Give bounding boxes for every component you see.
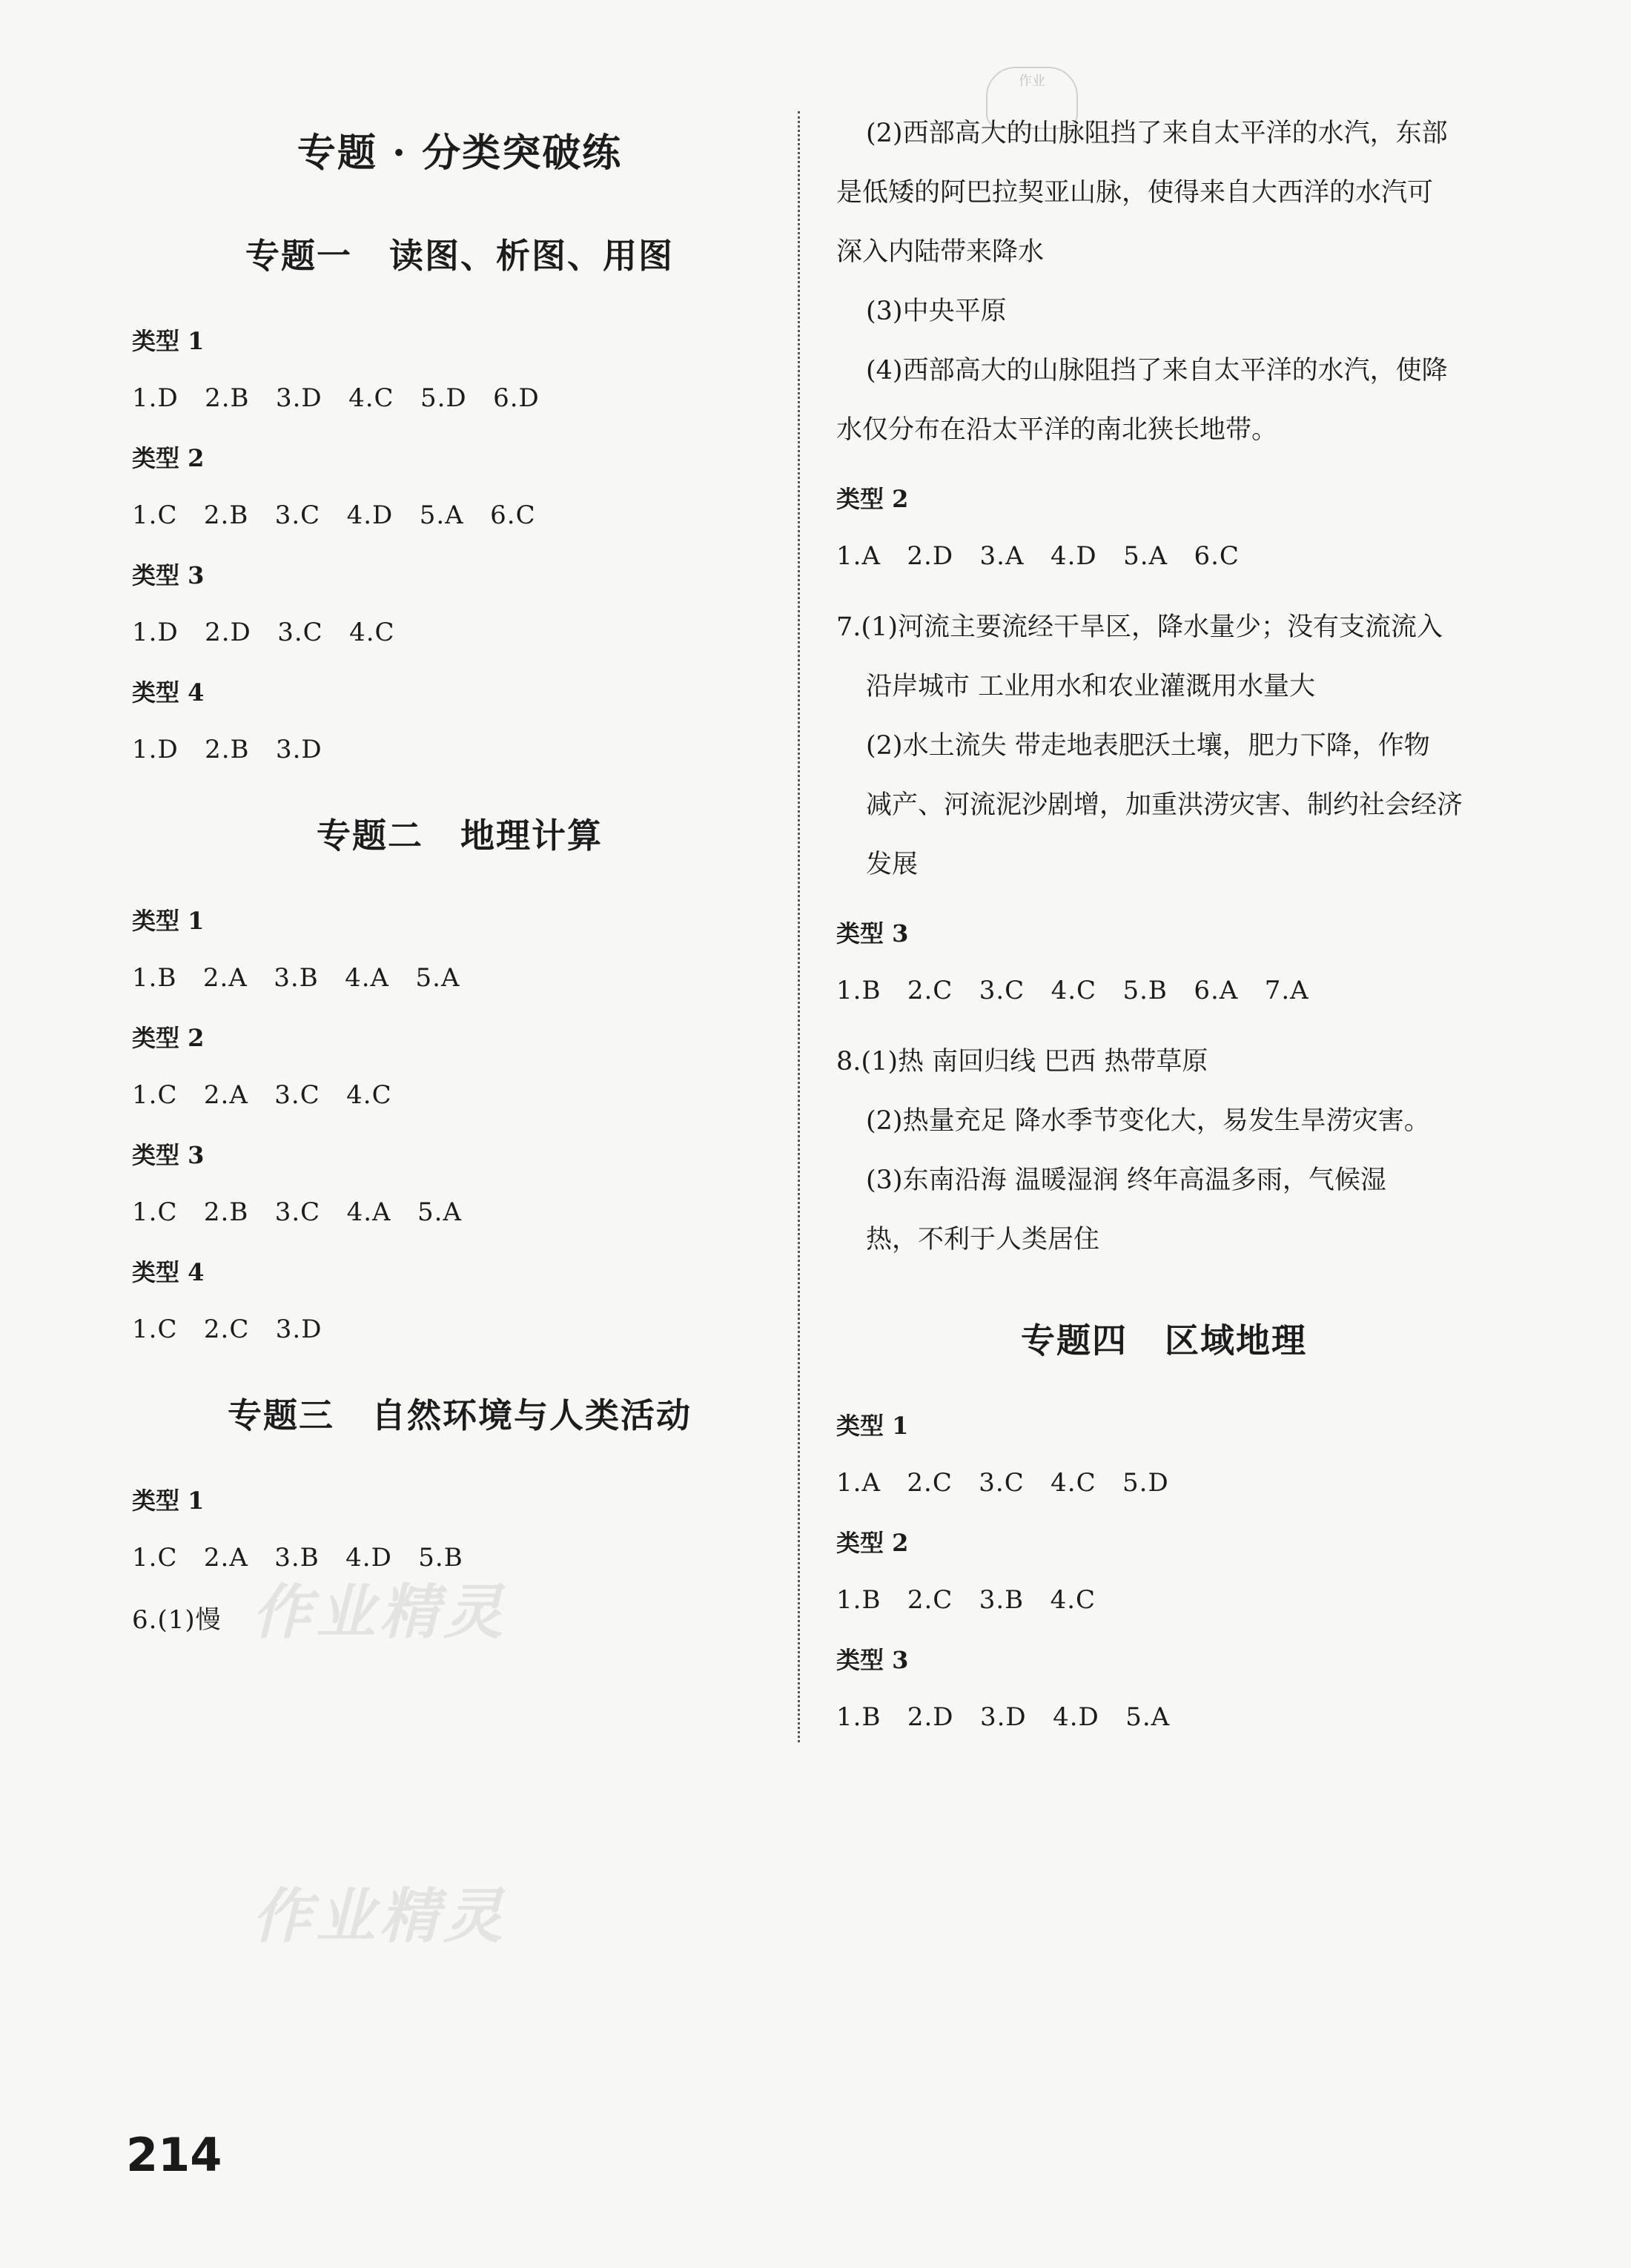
answer-line: 1.D 2.D 3.C 4.C xyxy=(132,618,395,647)
section-title-1: 专题一 读图、析图、用图 xyxy=(245,236,674,276)
type-label: 类型 2 xyxy=(132,444,205,472)
answer-line: 1.C 2.C 3.D xyxy=(132,1315,322,1344)
right-column xyxy=(830,104,1498,1759)
answer-line: 1.B 2.A 3.B 4.A 5.A xyxy=(132,963,460,993)
type-label: 类型 1 xyxy=(836,1412,909,1440)
text-line: (2)热量充足 降水季节变化大，易发生旱涝灾害。 xyxy=(866,1106,1430,1136)
page-number: 214 xyxy=(126,2128,222,2182)
answer-line: 1.C 2.B 3.C 4.D 5.A 6.C xyxy=(132,500,536,530)
text-line: (4)西部高大的山脉阻挡了来自太平洋的水汽，使降 xyxy=(866,356,1448,386)
answer-line: 1.C 2.A 3.C 4.C xyxy=(132,1080,392,1110)
text-line: (3)东南沿海 温暖湿润 终年高温多雨，气候湿 xyxy=(866,1166,1386,1195)
text-line: 水仅分布在沿太平洋的南北狭长地带。 xyxy=(836,415,1278,445)
type-label: 类型 2 xyxy=(836,1529,909,1557)
type-label: 类型 4 xyxy=(132,1258,205,1286)
type-label: 类型 4 xyxy=(132,678,205,707)
question-7 xyxy=(830,598,1498,894)
answer-line: 1.B 2.D 3.D 4.D 5.A xyxy=(836,1702,1171,1732)
type-label: 类型 3 xyxy=(836,1646,909,1674)
left-column xyxy=(126,104,793,1662)
text-line: 沿岸城市 工业用水和农业灌溉用水量大 xyxy=(866,672,1316,701)
answer-line: 1.B 2.C 3.B 4.C xyxy=(836,1585,1096,1615)
watermark-logo: 作业精灵 xyxy=(252,1882,507,1951)
text-line: (3)中央平原 xyxy=(866,297,1007,326)
type-label: 类型 2 xyxy=(132,1024,205,1052)
answer-line: 1.A 2.C 3.C 4.C 5.D xyxy=(836,1468,1169,1498)
text-line: 是低矮的阿巴拉契亚山脉，使得来自大西洋的水汽可 xyxy=(836,178,1434,208)
type-label: 类型 1 xyxy=(132,327,205,355)
watermark-logo: 作业精灵 xyxy=(252,1578,507,1647)
type-label: 类型 3 xyxy=(836,919,909,948)
text-line: (2)西部高大的山脉阻挡了来自太平洋的水汽，东部 xyxy=(866,119,1448,148)
type-label: 类型 1 xyxy=(132,907,205,935)
question-8 xyxy=(830,1032,1498,1269)
text-line: 发展 xyxy=(866,850,919,879)
column-divider xyxy=(798,111,800,1742)
answer-line: 1.C 2.A 3.B 4.D 5.B xyxy=(132,1543,463,1573)
answer-line: 1.D 2.B 3.D 4.C 5.D 6.D xyxy=(132,383,540,413)
section-title-4: 专题四 区域地理 xyxy=(1021,1320,1307,1361)
text-line: 8.(1)热 南回归线 巴西 热带草原 xyxy=(836,1047,1208,1077)
text-line: 减产、河流泥沙剧增，加重洪涝灾害、制约社会经济 xyxy=(866,790,1463,820)
question-6-continued xyxy=(830,104,1498,460)
answer-line: 1.B 2.C 3.C 4.C 5.B 6.A 7.A xyxy=(836,976,1309,1005)
type-label: 类型 1 xyxy=(132,1487,205,1515)
type-label: 类型 3 xyxy=(132,1141,205,1169)
text-line: (2)水土流失 带走地表肥沃土壤，肥力下降，作物 xyxy=(866,731,1430,761)
text-line: 深入内陆带来降水 xyxy=(836,237,1045,267)
type-label: 类型 2 xyxy=(836,485,909,513)
answer-line: 1.A 2.D 3.A 4.D 5.A 6.C xyxy=(836,541,1240,571)
section-title-2: 专题二 地理计算 xyxy=(317,816,603,856)
answer-line: 1.C 2.B 3.C 4.A 5.A xyxy=(132,1197,463,1227)
page-title: 专题 · 分类突破练 xyxy=(297,130,623,176)
answer-line: 1.D 2.B 3.D xyxy=(132,735,322,764)
stamp-logo: 作业 xyxy=(986,67,1078,129)
text-line: 热，不利于人类居住 xyxy=(866,1225,1100,1254)
question-6-part-1: 6.(1)慢 xyxy=(132,1605,222,1635)
text-line: 7.(1)河流主要流经干旱区，降水量少；没有支流流入 xyxy=(836,612,1443,642)
section-title-3: 专题三 自然环境与人类活动 xyxy=(228,1395,692,1435)
type-label: 类型 3 xyxy=(132,561,205,589)
